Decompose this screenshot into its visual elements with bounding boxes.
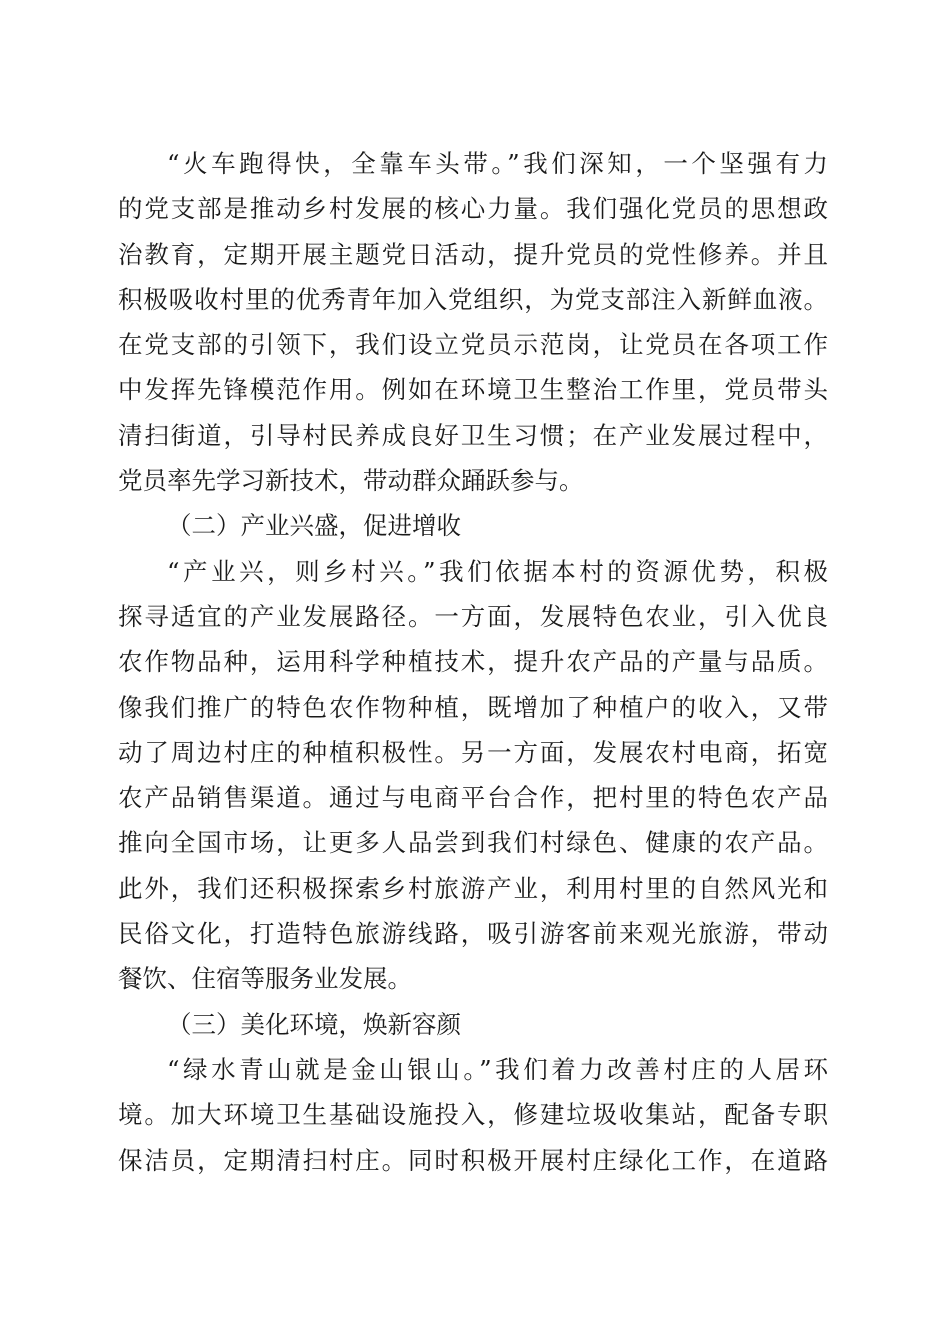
text-line: 餐饮、住宿等服务业发展。 [118,964,412,994]
heading-line: （三）美化环境，焕新容颜 [167,1009,461,1039]
paragraph-party-branch [118,141,828,503]
document-body [118,141,828,1183]
text-line: 推向全国市场，让更多人品尝到我们村绿色、健康的农产品。 [118,828,828,858]
text-line: 农产品销售渠道。通过与电商平台合作，把村里的特色农产品 [118,783,828,813]
text-line: 探寻适宜的产业发展路径。一方面，发展特色农业，引入优良 [118,601,828,631]
text-line: “火车跑得快，全靠车头带。”我们深知，一个坚强有力 [167,149,828,178]
text-line: 在党支部的引领下，我们设立党员示范岗，让党员在各项工作 [118,330,828,360]
paragraph-industry [118,549,828,1002]
text-line: 清扫街道，引导村民养成良好卫生习惯；在产业发展过程中， [118,420,828,450]
section-heading-industry [118,503,828,548]
text-line: 此外，我们还积极探索乡村旅游产业，利用村里的自然风光和 [118,873,828,903]
text-line: 农作物品种，运用科学种植技术，提升农产品的产量与品质。 [118,647,828,677]
text-line: “绿水青山就是金山银山。”我们着力改善村庄的人居环 [167,1054,828,1084]
section-heading-environment [118,1002,828,1047]
text-line: 的党支部是推动乡村发展的核心力量。我们强化党员的思想政 [118,194,828,224]
text-line: 动了周边村庄的种植积极性。另一方面，发展农村电商，拓宽 [118,737,828,767]
text-line: 保洁员，定期清扫村庄。同时积极开展村庄绿化工作，在道路 [118,1145,828,1175]
text-line: 境。加大环境卫生基础设施投入，修建垃圾收集站，配备专职 [118,1100,828,1130]
heading-line: （二）产业兴盛，促进增收 [167,511,461,541]
text-line: 党员率先学习新技术，带动群众踊跃参与。 [118,466,584,496]
text-line: “产业兴，则乡村兴。”我们依据本村的资源优势，积极 [167,556,828,586]
text-line: 像我们推广的特色农作物种植，既增加了种植户的收入，又带 [118,692,828,722]
text-line: 民俗文化，打造特色旅游线路，吸引游客前来观光旅游，带动 [118,919,828,949]
paragraph-environment [118,1047,828,1183]
text-line: 积极吸收村里的优秀青年加入党组织，为党支部注入新鲜血液。 [118,284,828,314]
text-line: 治教育，定期开展主题党日活动，提升党员的党性修养。并且 [118,239,828,269]
text-line: 中发挥先锋模范作用。例如在环境卫生整治工作里，党员带头 [118,375,828,405]
